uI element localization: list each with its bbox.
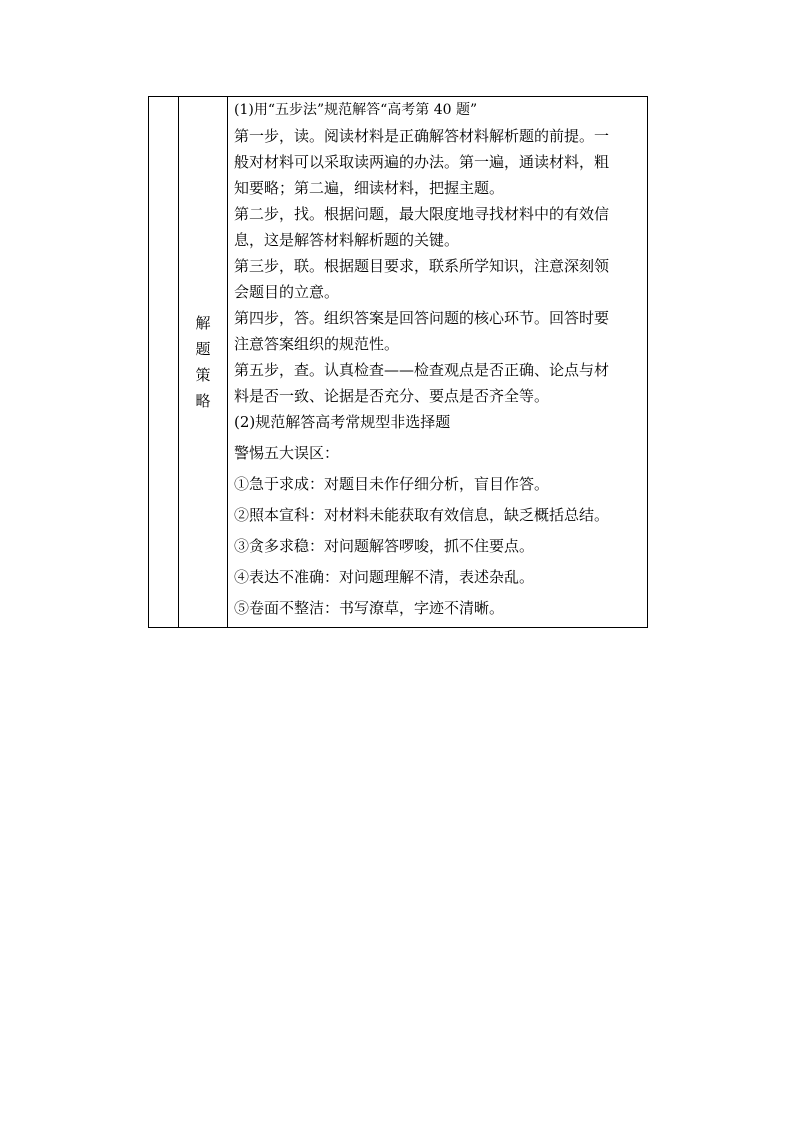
blank-cell xyxy=(149,97,179,628)
label-char: 解 xyxy=(195,314,211,332)
label-char: 题 xyxy=(195,340,211,358)
step-five-line: 第五步，查。认真检查——检查观点是否正确、论点与材 xyxy=(234,361,610,379)
step-one-line: 知要略；第二遍，细读材料，把握主题。 xyxy=(234,179,505,197)
step-four-line: 注意答案组织的规范性。 xyxy=(234,335,400,353)
pitfalls-heading: 警惕五大误区： xyxy=(234,444,340,462)
heading-standard-answer: (2)规范解答高考常规型非选择题 xyxy=(234,413,451,431)
pitfall-item: ①急于求成：对题目未作仔细分析，盲目作答。 xyxy=(234,475,550,493)
content-cell xyxy=(228,97,648,628)
heading-five-step-method: (1)用“五步法”规范解答“高考第 40 题” xyxy=(234,102,478,118)
step-five-line: 料是否一致、论据是否充分、要点是否齐全等。 xyxy=(234,387,550,405)
step-two-line: 第二步，找。根据问题，最大限度地寻找材料中的有效信 xyxy=(234,205,610,223)
label-char: 策 xyxy=(195,366,211,384)
pitfall-item: ②照本宣科：对材料未能获取有效信息，缺乏概括总结。 xyxy=(234,506,610,524)
table-row xyxy=(149,97,648,628)
label-char: 略 xyxy=(195,392,211,410)
step-three-line: 第三步，联。根据题目要求，联系所学知识，注意深刻领 xyxy=(234,257,610,275)
step-three-line: 会题目的立意。 xyxy=(234,283,340,301)
pitfall-item: ⑤卷面不整洁：书写潦草，字迹不清晰。 xyxy=(234,599,505,617)
strategy-table xyxy=(148,96,648,628)
step-one-line: 般对材料可以采取读两遍的办法。第一遍，通读材料，粗 xyxy=(234,153,610,171)
step-four-line: 第四步，答。组织答案是回答问题的核心环节。回答时要 xyxy=(234,309,610,327)
pitfall-item: ④表达不准确：对问题理解不清，表述杂乱。 xyxy=(234,568,535,586)
step-one-line: 第一步，读。阅读材料是正确解答材料解析题的前提。一 xyxy=(234,127,610,145)
pitfall-item: ③贪多求稳：对问题解答啰唆，抓不住要点。 xyxy=(234,537,535,555)
step-two-line: 息，这是解答材料解析题的关键。 xyxy=(234,231,460,249)
label-cell xyxy=(179,97,228,628)
